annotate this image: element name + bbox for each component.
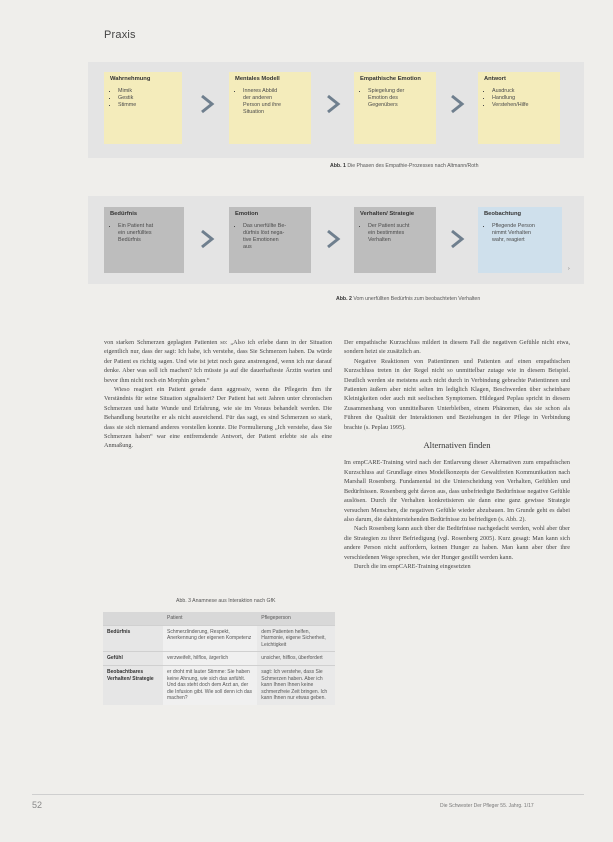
fig1-box-item: ▪ Ausdruck: [492, 88, 554, 95]
body-paragraph: Durch die im empCARE-Training eingesetzten: [354, 562, 471, 570]
fig1-box-item: ▪ Stimme: [118, 102, 176, 109]
fig2-box-item: Verhalten: [368, 237, 391, 243]
fig1-box-item: ▪ Inneres Abbild: [243, 88, 305, 95]
fig1-box-wahrnehmung: [104, 72, 182, 144]
fig1-box-title: Wahrnehmung: [110, 76, 151, 82]
fig1-box-item: Person und ihre: [243, 102, 282, 108]
fig1-box-title: Empathische Emotion: [360, 76, 421, 82]
table-row: [103, 625, 335, 652]
fig1-box-item: ▪ Spiegelung der: [368, 88, 430, 95]
table-3-caption: Abb. 3 Anamnese aus Interaktion nach GfK: [176, 598, 276, 604]
chevron-right-icon: [446, 93, 468, 115]
body-paragraph: Der empathische Kurzschluss mildert in diesem Fall die negativen Gefühle nicht etwa, sondern heizt sie zusätzlich an.: [344, 339, 570, 356]
table-row: [103, 665, 335, 704]
table-cell: sagt: Ich verstehe, dass Sie Schmerzen haben. Aber ich kann Ihnen Ihnen keine schmerzfreie Zeit bringen. Ich kann Ihnen nur etwas geben.: [257, 665, 335, 704]
chevron-right-icon: [196, 93, 218, 115]
fig1-box-item: Situation: [243, 109, 264, 115]
fig1-box-item: ▪ Mimik: [118, 88, 176, 95]
fig2-box-item: ▪ Ein Patient hat: [118, 223, 178, 230]
row-label: Beobachtbares Verhalten/ Strategie: [103, 665, 163, 704]
fig1-box-item: Gegenübers: [368, 102, 398, 108]
fig2-box-title: Verhalten/ Strategie: [360, 211, 415, 217]
left-column: [104, 338, 332, 451]
fig2-box-beobachtung: [478, 207, 562, 273]
table-header-row: [103, 612, 335, 625]
chevron-right-icon: [322, 228, 344, 250]
section-header: Praxis: [104, 29, 136, 41]
section-heading: Alternativen finden: [423, 440, 491, 451]
page-number: 52: [32, 800, 43, 810]
fig1-box-item: ▪ Verstehen/Hilfe: [492, 102, 554, 109]
figure-1-caption: [330, 163, 479, 169]
journal-reference: Die Schwester Der Pfleger 55. Jahrg. 1/17: [440, 803, 534, 809]
fig2-box-item: ein unerfülltes: [118, 230, 152, 236]
fig2-box-emotion: [229, 207, 311, 273]
fig2-box-item: dürfnis löst nega-: [243, 230, 285, 236]
fig1-box-antwort: [478, 72, 560, 144]
body-paragraph: von starken Schmerzen geplagten Patienten so: „Also ich erlebe dann in der Situation eigentlich nur, dass der sagt: Ich habe, ich verstehe, dass Sie Schmerzen haben. Da würde der Patient es richtig sagen. Und wie ist jetzt noch ganz anstrengend, wenn ich nur darauf denke. Aber was soll ich machen? Ich müsste ja auf die dauerhafteste Ärztin warten und bevor ihm nicht noch ein Morphin geben.“: [104, 339, 332, 384]
fig1-box-title: Mentales Modell: [235, 76, 280, 82]
fig2-box-title: Beobachtung: [484, 211, 522, 217]
fig2-box-item: aus: [243, 244, 252, 250]
fig2-box-item: ▪ Der Patient sucht: [368, 223, 430, 230]
table-row: [103, 652, 335, 666]
footer-divider: [32, 794, 584, 795]
side-mark: ›: [568, 266, 570, 272]
row-label: Bedürfnis: [103, 625, 163, 652]
caption-label: Abb. 1: [330, 163, 346, 169]
body-paragraph: Negative Reaktionen von Patientinnen und Patienten auf einen empathischen Kurzschluss treten in der Regel nicht so unmittelbar zutage wie in diesem Beispiel. Deutlich werden sie meistens auch nicht durch in Verbindung gebrachte Patientinnen und Patienten äußern aber nicht selten im lediglich Klagen, Beschwerden über scheinbare Kleinigkeiten oder auch mit seelischen Symptomen. Hildegard Peplau spricht in diesem Zusammenhang von unmittelbaren Unterbleiben, einem Phänomen, das sie schon als Führen die Qualität der Interaktionen und Beziehungen in der Pflege in Verbindung brachte (s. Peplau 1995).: [344, 357, 570, 431]
fig2-box-item: tive Emotionen: [243, 237, 279, 243]
chevron-right-icon: [446, 228, 468, 250]
fig1-box-item: der anderen: [243, 95, 273, 101]
fig2-box-title: Bedürfnis: [110, 211, 138, 217]
fig2-box-verhalten: [354, 207, 436, 273]
fig2-box-item: nimmt Verhalten: [492, 230, 531, 236]
row-label: Gefühl: [103, 652, 163, 666]
table-cell: Schmerzlinderung, Respekt, Anerkennung der eigenen Kompetenz: [163, 625, 257, 652]
fig1-box-empathische-emotion: [354, 72, 436, 144]
fig1-box-mentales-modell: [229, 72, 311, 144]
fig1-box-item: ▪ Gestik: [118, 95, 176, 102]
figure-2-caption: [336, 296, 480, 302]
table-3: [103, 612, 335, 705]
fig1-box-item: Emotion des: [368, 95, 398, 101]
fig2-box-item: Bedürfnis: [118, 237, 141, 243]
fig1-box-item: ▪ Handlung: [492, 95, 554, 102]
body-paragraph: Wieso reagiert ein Patient gerade dann aggressiv, wenn die Pflegerin ihm ihr Verständnis für seine Situation signalisiert? Der Patient hat seit Jahren unter chronischen Schmerzen und hatte Wunde und Erfahrung, wie sie im Voraus behandelt werden. Die Behandlung beurteilte er als nicht ausreichend. Für das sagt, es sind Schmerzen so stark, dass sie sich niemand anderes vorstellen konnte. Die Formulierung „Ich verstehe, dass Sie Schmerzen haben“ war eine entfremdende Antwort, der Patient erlebte sie als eine Anmaßung.: [104, 386, 332, 450]
table-cell: er droht mit lauter Stimme: Sie haben keine Ahnung, wie sich das anfühlt. Und das steht doch dem Arzt an, der die Infusion gibt. Wie soll denn ich das machen?: [163, 665, 257, 704]
table-cell: unsicher, hilflos, überfordert: [257, 652, 335, 666]
caption-label: Abb. 2: [336, 296, 352, 302]
caption-text: Vom unerfüllten Bedürfnis zum beobachteten Verhalten: [353, 296, 481, 302]
fig2-box-beduerfnis: [104, 207, 184, 273]
table-header-cell: Patient: [163, 612, 257, 625]
caption-text: Die Phasen des Empathie-Prozesses nach Altmann/Roth: [347, 163, 479, 169]
fig2-box-item: ein bestimmtes: [368, 230, 405, 236]
chevron-right-icon: [196, 228, 218, 250]
fig2-box-item: ▪ Pflegende Person: [492, 223, 556, 230]
body-paragraph: Im empCARE-Training wird nach der Entlarvung dieser Alternativen zum empathischen Kurzschluss auf Grundlage eines Modellkonzepts der Gewaltfreien Kommunikation nach Marshall Rosenberg. Fundamental ist die Unterscheidung von Verhalten, Gefühlen und Bedürfnissen. Rosenberg geht davon aus, dass unbefriedigte Bedürfnisse negative Gefühle auslösen. Durch ihr Verhalten konkretisieren sie dann eine ganz gewisse Strategie versuchen Menschen, die negativen Gefühle wieder abzubauen. Im Grunde geht es dabei also darum, die dahinterstehenden Bedürfnisse zu befriedigen (s. Abb. 2).: [344, 459, 570, 523]
table-cell: verzweifelt, hilflos, ärgerlich: [163, 652, 257, 666]
fig1-box-title: Antwort: [484, 76, 506, 82]
chevron-right-icon: [322, 93, 344, 115]
table-cell: dem Patienten helfen, Harmonie, eigene Sicherheit, Leichtigkeit: [257, 625, 335, 652]
fig2-box-item: wahr, reagiert: [492, 237, 525, 243]
fig2-box-title: Emotion: [235, 211, 259, 217]
body-paragraph: Nach Rosenberg kann auch über die Bedürfnisse nachgedacht werden, wohl aber über die Strategien zu ihrer Befriedigung (vgl. Rosenberg 2005). Kurz gesagt: Man kann sich andere Person nicht auffordern, keinen Hunger zu haben. Man kann aber über ihre verschiedenen Wege sprechen, wie der Hunger gestillt werden kann.: [344, 525, 570, 561]
fig2-box-item: ▪ Das unerfüllte Be-: [243, 223, 305, 230]
right-column: [344, 338, 570, 571]
table-header-cell: [103, 612, 163, 625]
table-header-cell: Pflegeperson: [257, 612, 335, 625]
